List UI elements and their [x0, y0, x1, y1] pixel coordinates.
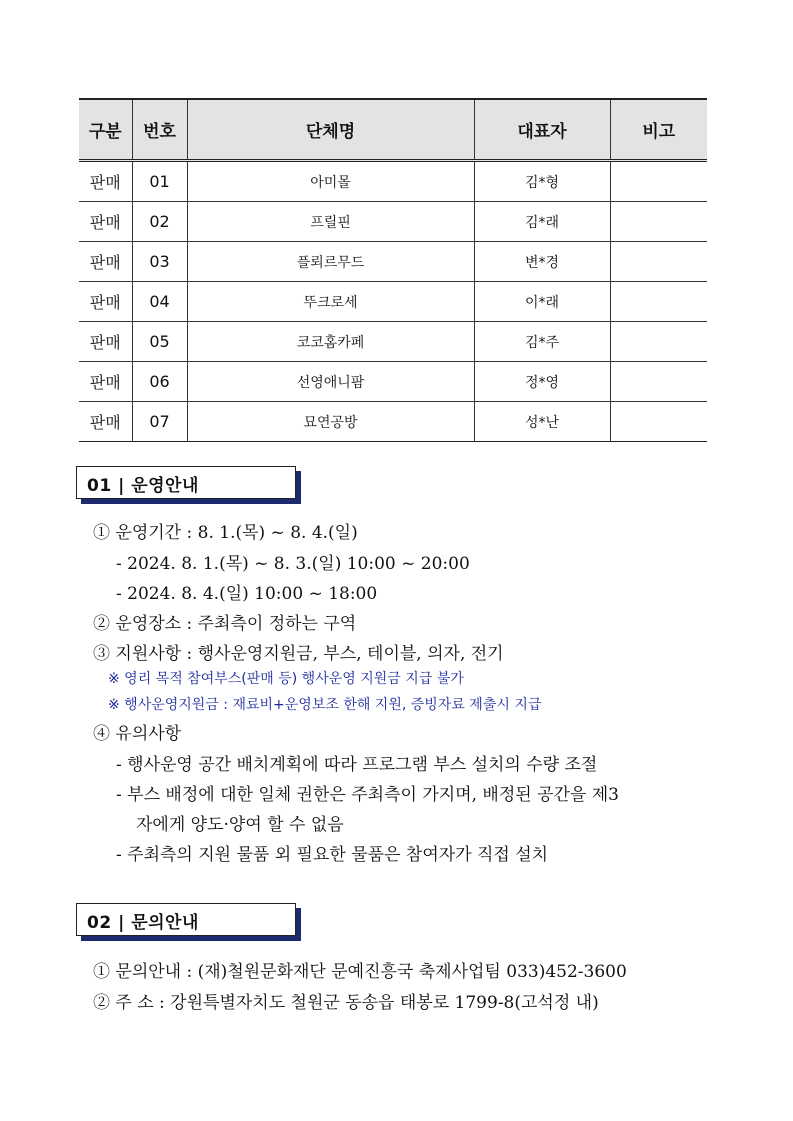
table-row [79, 362, 707, 402]
precaution-item: - 행사운영 공간 배치계획에 따라 프로그램 부스 설치의 수량 조절 [116, 755, 598, 775]
operation-period: ① 운영기간 : 8. 1.(목) ~ 8. 4.(일) [93, 523, 358, 543]
section-heading-operation [76, 466, 296, 499]
precautions-heading: ④ 유의사항 [93, 724, 182, 744]
cell-organization: 묘연공방 [187, 402, 474, 442]
cell-number: 02 [132, 202, 187, 242]
cell-remarks [610, 322, 707, 362]
support-items: ③ 지원사항 : 행사운영지원금, 부스, 테이블, 의자, 전기 [93, 644, 504, 664]
participants-table [79, 98, 707, 442]
section-title: 02 | 문의안내 [87, 913, 199, 933]
table-row [79, 161, 707, 202]
header-number: 번호 [132, 99, 187, 161]
cell-number: 06 [132, 362, 187, 402]
cell-remarks [610, 282, 707, 322]
header-organization: 단체명 [187, 99, 474, 161]
header-representative: 대표자 [474, 99, 610, 161]
cell-number: 03 [132, 242, 187, 282]
cell-number: 07 [132, 402, 187, 442]
cell-category: 판매 [79, 322, 132, 362]
precaution-item: - 부스 배정에 대한 일체 권한은 주최측이 가지며, 배정된 공간을 제3 [116, 785, 619, 805]
section-title: 01 | 운영안내 [87, 476, 199, 496]
cell-remarks [610, 161, 707, 202]
cell-organization: 플뢰르무드 [187, 242, 474, 282]
precaution-item: - 주최측의 지원 물품 외 필요한 물품은 참여자가 직접 설치 [116, 845, 549, 865]
cell-organization: 프릴핀 [187, 202, 474, 242]
precaution-item-continued: 자에게 양도·양여 할 수 없음 [136, 815, 344, 835]
cell-category: 판매 [79, 242, 132, 282]
inquiry-address: ② 주 소 : 강원특별자치도 철원군 동송읍 태봉로 1799-8(고석정 내) [93, 993, 599, 1013]
operation-period-detail: - 2024. 8. 4.(일) 10:00 ~ 18:00 [116, 584, 378, 604]
header-category: 구분 [79, 99, 132, 161]
cell-representative: 정*영 [474, 362, 610, 402]
cell-remarks [610, 242, 707, 282]
cell-remarks [610, 362, 707, 402]
section-heading-inquiry [76, 903, 296, 936]
operation-location: ② 운영장소 : 주최측이 정하는 구역 [93, 614, 357, 634]
cell-representative: 이*래 [474, 282, 610, 322]
cell-category: 판매 [79, 161, 132, 202]
cell-organization: 코코홈카페 [187, 322, 474, 362]
operation-period-detail: - 2024. 8. 1.(목) ~ 8. 3.(일) 10:00 ~ 20:00 [116, 554, 470, 574]
cell-organization: 선영애니팜 [187, 362, 474, 402]
table-header-row [79, 99, 707, 161]
table-row [79, 402, 707, 442]
table-row [79, 242, 707, 282]
cell-organization: 뚜크로세 [187, 282, 474, 322]
inquiry-contact: ① 문의안내 : (재)철원문화재단 문예진흥국 축제사업팀 033)452-3600 [93, 962, 627, 982]
cell-remarks [610, 402, 707, 442]
cell-category: 판매 [79, 202, 132, 242]
table-row [79, 202, 707, 242]
cell-remarks [610, 202, 707, 242]
table-row [79, 322, 707, 362]
cell-category: 판매 [79, 402, 132, 442]
cell-representative: 김*래 [474, 202, 610, 242]
cell-category: 판매 [79, 362, 132, 402]
cell-representative: 변*경 [474, 242, 610, 282]
table-row [79, 282, 707, 322]
support-note: ※ 행사운영지원금 : 재료비+운영보조 한해 지원, 증빙자료 제출시 지급 [108, 697, 542, 713]
cell-organization: 아미몰 [187, 161, 474, 202]
cell-category: 판매 [79, 282, 132, 322]
cell-number: 01 [132, 161, 187, 202]
header-remarks: 비고 [610, 99, 707, 161]
cell-representative: 김*주 [474, 322, 610, 362]
cell-representative: 김*형 [474, 161, 610, 202]
cell-representative: 성*난 [474, 402, 610, 442]
support-note: ※ 영리 목적 참여부스(판매 등) 행사운영 지원금 지급 불가 [108, 671, 464, 687]
cell-number: 04 [132, 282, 187, 322]
cell-number: 05 [132, 322, 187, 362]
